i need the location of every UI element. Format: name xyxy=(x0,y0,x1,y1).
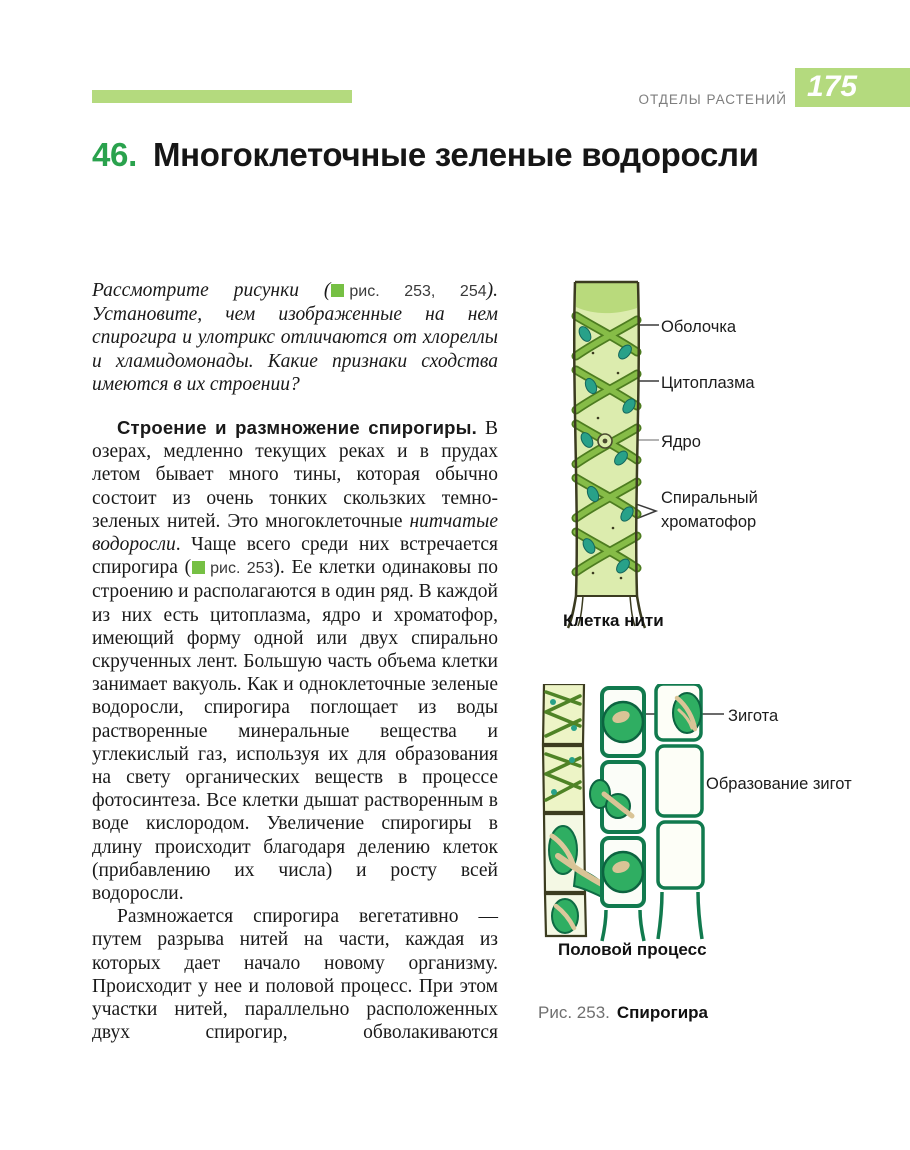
figure-ref-text: рис. 253 xyxy=(210,560,274,578)
intro-task-paragraph xyxy=(92,279,498,396)
figure-number: Рис. 253. xyxy=(538,1003,610,1022)
label-shell: Оболочка xyxy=(661,318,737,336)
section-label: ОТДЕЛЫ РАСТЕНИЙ xyxy=(638,92,787,107)
figure-ref-text: рис. 253, 254 xyxy=(349,283,487,300)
label-chromatophore: Спиральный хроматофор xyxy=(661,489,758,531)
paragraph-heading: Строение и размножение спирогиры. xyxy=(117,417,478,439)
figure-reference xyxy=(330,283,486,300)
body-text: . Чаще всего среди них встречается спирогира ( xyxy=(92,534,498,579)
term-italic: нитчатые водоросли xyxy=(92,510,498,556)
figure-cell-of-filament xyxy=(563,278,910,640)
body-paragraph-2: Размножается спирогира вегетативно — путем разрыва нитей на части, каждая из которых дает начало новому организму. Происходит у нее и половой процесс. При этом участки нитей, параллельно расположенных двух спирогир, обволакиваются xyxy=(92,906,498,1044)
label-zygote-formation: Образование зигот xyxy=(706,775,852,793)
figure-ref-square-icon xyxy=(192,561,205,574)
conjugation-illustration xyxy=(538,684,910,946)
label-nucleus: Ядро xyxy=(661,433,701,451)
label-cytoplasm: Цитоплазма xyxy=(661,374,755,392)
figure-reference xyxy=(191,560,273,577)
header-green-bar xyxy=(92,90,352,103)
figure2-caption: Половой процесс xyxy=(558,940,707,959)
label-zygote: Зигота xyxy=(728,707,779,725)
body-text: ). Ее клетки одинаковы по строению и располагаются в один ряд. В каждой из них есть цитоплазма, ядро и хроматофор, имеющий форму одной или двух спирально скрученных лент. Большую часть объема клетки занимает вакуоль. Как и одноклеточные зеленые водоросли, спирогира поглощает из воды растворенные минеральные вещества и углекислый газ, используя их для образования на свету органических веществ в процессе фотосинтеза. Все клетки дышат растворенным в воде кислородом. Увеличение спирогиры в длину происходит благодаря делению клеток (прибавлению их числа) и росту всей водоросли. xyxy=(92,557,498,905)
lesson-title-text: Многоклеточные зеленые водоросли xyxy=(152,136,759,173)
page-number: 175 xyxy=(807,70,858,103)
figure-ref-square-icon xyxy=(331,284,344,297)
page-number-badge xyxy=(795,68,910,107)
figure1-caption: Клетка нити xyxy=(563,611,664,630)
body-paragraph-1 xyxy=(92,416,498,905)
intro-lead: Рассмотрите рисунки ( xyxy=(92,280,331,301)
body-text: В озерах, медленно текущих реках и в прудах летом бывает много тины, которая обычно состоит из очень тонких скользких темно-зеленых нитей. Это многоклеточные xyxy=(92,418,498,532)
page-title xyxy=(92,136,759,174)
figure-sexual-process xyxy=(538,684,910,946)
text-column xyxy=(92,279,498,1045)
intro-rest: ). Установите, чем изображенные на нем спирогира и улотрикс отличаются от хлореллы и хламидомонады. Какие признаки сходства имеются в их строении? xyxy=(92,280,498,395)
figure-253-caption xyxy=(538,1003,708,1023)
figure-name: Спирогира xyxy=(616,1003,709,1022)
spirogyra-filament-illustration xyxy=(563,278,910,640)
lesson-number: 46. xyxy=(92,136,137,173)
